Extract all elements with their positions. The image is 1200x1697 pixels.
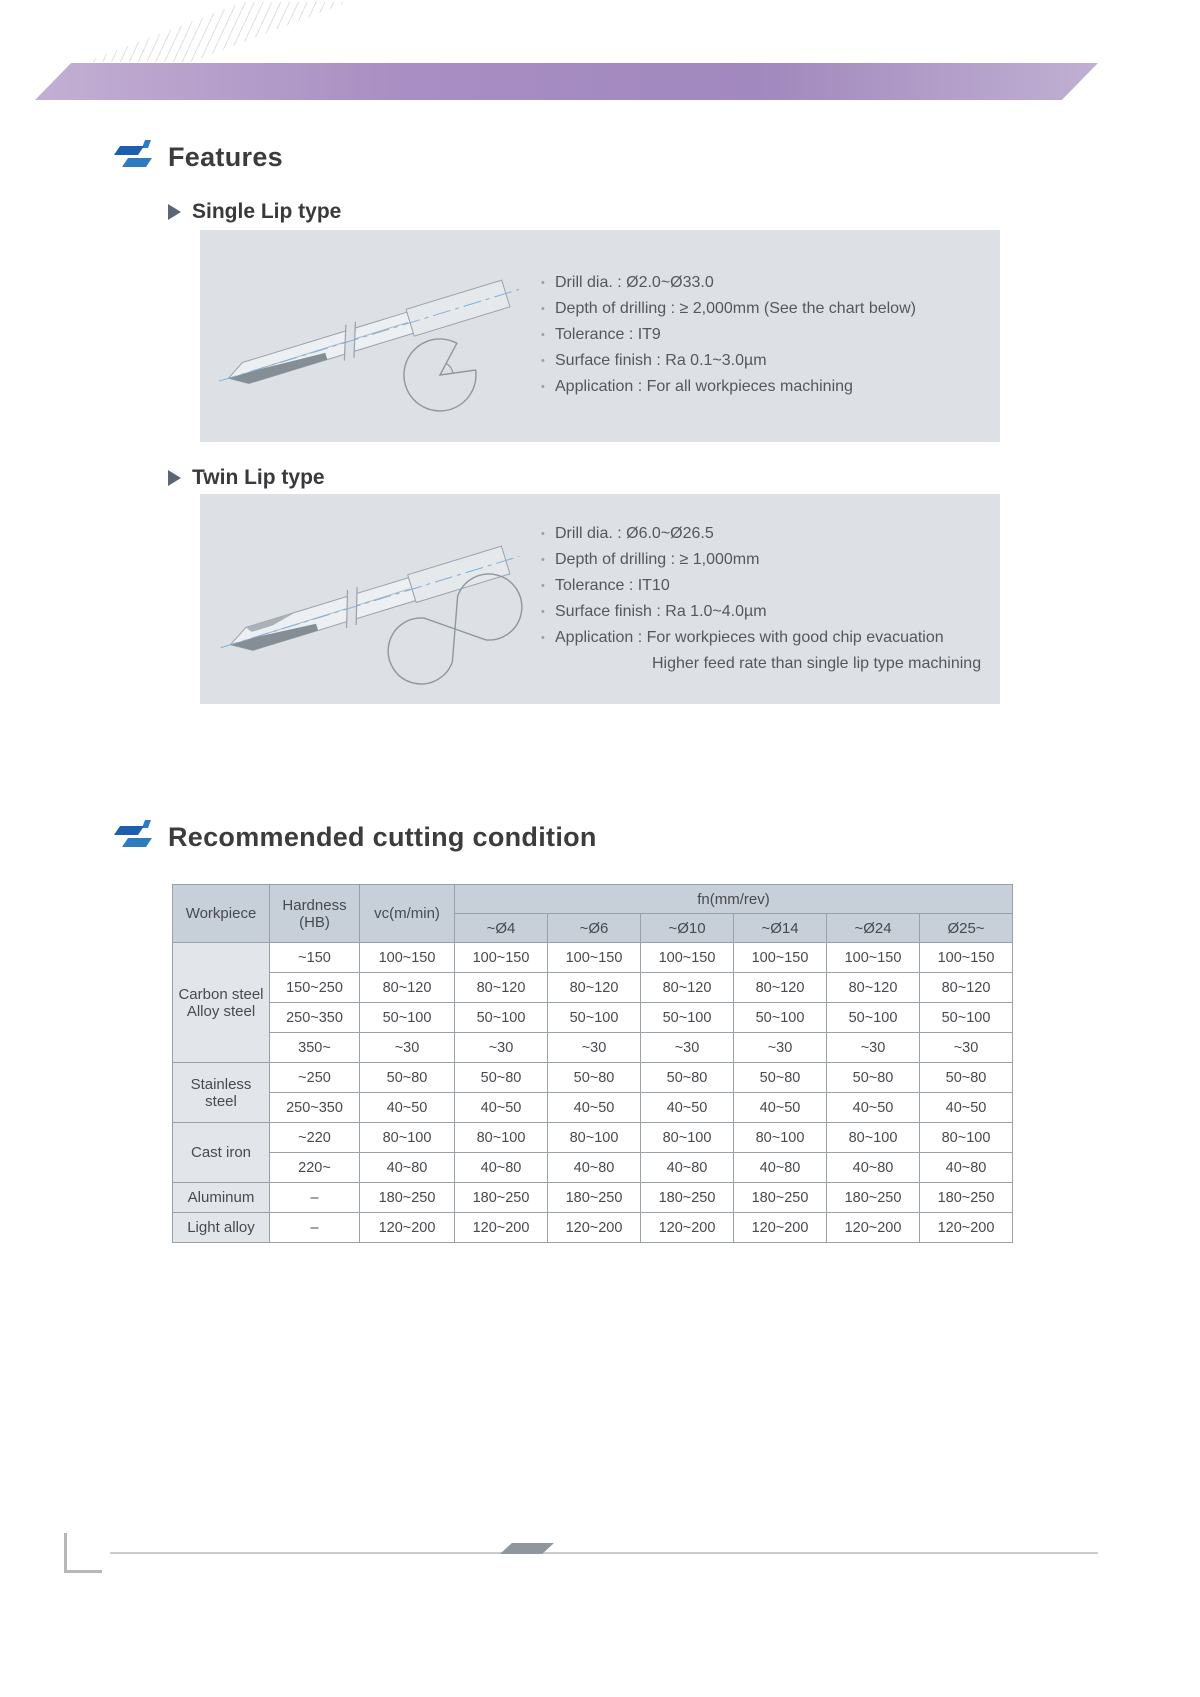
fn-cell: 80~100 <box>548 1123 641 1153</box>
hardness-cell: – <box>270 1183 360 1213</box>
table-row <box>173 1063 1013 1093</box>
fn-cell: 40~50 <box>827 1093 920 1123</box>
fn-cell: 80~120 <box>734 973 827 1003</box>
header-hardness <box>270 885 360 943</box>
fn-cell: 80~120 <box>920 973 1013 1003</box>
fn-cell: 50~100 <box>920 1003 1013 1033</box>
fn-cell: 100~150 <box>920 943 1013 973</box>
fn-cell: 40~50 <box>641 1093 734 1123</box>
table-row <box>173 1123 1013 1153</box>
table-row <box>173 1003 1013 1033</box>
header-fn-col: ~Ø4 <box>455 914 548 943</box>
fn-cell: 50~100 <box>734 1003 827 1033</box>
hardness-cell: 250~350 <box>270 1093 360 1123</box>
fn-cell: 180~250 <box>455 1183 548 1213</box>
vc-cell: 100~150 <box>360 943 455 973</box>
table-row <box>173 943 1013 973</box>
fn-cell: 40~80 <box>455 1153 548 1183</box>
fn-cell: 100~150 <box>734 943 827 973</box>
bullet-item: • Depth of drilling : ≥ 1,000mm <box>540 547 990 573</box>
twin-lip-section-label <box>168 466 325 490</box>
table-row <box>173 1213 1013 1243</box>
fn-cell: 50~80 <box>455 1063 548 1093</box>
fn-cell: 180~250 <box>734 1183 827 1213</box>
hardness-cell: 150~250 <box>270 973 360 1003</box>
workpiece-cell: Cast iron <box>173 1123 270 1183</box>
header-vc: vc(m/min) <box>360 885 455 943</box>
workpiece-cell: Light alloy <box>173 1213 270 1243</box>
fn-cell: 100~150 <box>827 943 920 973</box>
single-lip-drill-illustration <box>200 230 540 442</box>
fn-cell: ~30 <box>641 1033 734 1063</box>
vc-cell: 180~250 <box>360 1183 455 1213</box>
fn-cell: ~30 <box>827 1033 920 1063</box>
fn-cell: 80~120 <box>827 973 920 1003</box>
purple-banner <box>35 63 1098 100</box>
brand-logo-icon <box>112 820 154 854</box>
single-lip-cross-section <box>404 339 476 411</box>
single-lip-label: Single Lip type <box>192 200 342 223</box>
workpiece-cell: Aluminum <box>173 1183 270 1213</box>
table-row <box>173 1183 1013 1213</box>
vc-cell: 120~200 <box>360 1213 455 1243</box>
fn-cell: 120~200 <box>455 1213 548 1243</box>
fn-cell: 180~250 <box>827 1183 920 1213</box>
fn-cell: ~30 <box>920 1033 1013 1063</box>
fn-cell: 40~80 <box>548 1153 641 1183</box>
hardness-cell: 350~ <box>270 1033 360 1063</box>
fn-cell: 50~80 <box>641 1063 734 1093</box>
cutting-title: Recommended cutting condition <box>168 821 597 852</box>
header-fn-col: ~Ø24 <box>827 914 920 943</box>
header-fn-col: ~Ø10 <box>641 914 734 943</box>
footer-rule <box>110 1552 1098 1554</box>
vc-cell: 80~100 <box>360 1123 455 1153</box>
fn-cell: 80~100 <box>827 1123 920 1153</box>
fn-cell: 40~80 <box>641 1153 734 1183</box>
workpiece-name: Alloy steel <box>186 1002 256 1020</box>
header-fn-col: Ø25~ <box>920 914 1013 943</box>
fn-cell: 100~150 <box>641 943 734 973</box>
header-workpiece: Workpiece <box>173 885 270 943</box>
table-row <box>173 973 1013 1003</box>
bullet-item: • Drill dia. : Ø2.0~Ø33.0 <box>540 270 990 296</box>
fn-cell: 50~100 <box>827 1003 920 1033</box>
cutting-condition-table <box>172 884 1013 1243</box>
hardness-cell: ~150 <box>270 943 360 973</box>
fn-cell: 50~80 <box>920 1063 1013 1093</box>
fn-cell: 50~100 <box>641 1003 734 1033</box>
fn-cell: 50~100 <box>455 1003 548 1033</box>
bullet-item: • Surface finish : Ra 1.0~4.0µm <box>540 599 990 625</box>
table-row <box>173 1033 1013 1063</box>
fn-cell: 40~50 <box>455 1093 548 1123</box>
corner-mark <box>64 1570 102 1573</box>
cutting-section-heading <box>112 820 597 854</box>
vc-cell: 50~100 <box>360 1003 455 1033</box>
bullet-item: • Depth of drilling : ≥ 2,000mm (See the chart below) <box>540 296 990 322</box>
bullet-item: • Tolerance : IT10 <box>540 573 990 599</box>
table-row <box>173 1153 1013 1183</box>
fn-cell: 50~80 <box>827 1063 920 1093</box>
fn-cell: 40~80 <box>920 1153 1013 1183</box>
fn-cell: ~30 <box>455 1033 548 1063</box>
twin-lip-bullet-list <box>540 521 990 651</box>
vc-cell: 40~50 <box>360 1093 455 1123</box>
brand-logo-icon <box>112 140 154 174</box>
bullet-item: • Surface finish : Ra 0.1~3.0µm <box>540 348 990 374</box>
workpiece-cell: Stainless steel <box>173 1063 270 1123</box>
header-fn: fn(mm/rev) <box>455 885 1013 914</box>
fn-cell: ~30 <box>548 1033 641 1063</box>
fn-cell: 120~200 <box>734 1213 827 1243</box>
diagonal-hatch-decoration <box>86 2 348 62</box>
twin-lip-drill-illustration <box>200 494 540 704</box>
twin-lip-label: Twin Lip type <box>192 466 325 489</box>
fn-cell: 40~50 <box>920 1093 1013 1123</box>
header-fn-col: ~Ø14 <box>734 914 827 943</box>
header-fn-col: ~Ø6 <box>548 914 641 943</box>
triangle-bullet-icon <box>168 204 181 220</box>
fn-cell: 180~250 <box>641 1183 734 1213</box>
vc-cell: 80~120 <box>360 973 455 1003</box>
fn-cell: 80~100 <box>920 1123 1013 1153</box>
hardness-cell: – <box>270 1213 360 1243</box>
bullet-item: • Tolerance : IT9 <box>540 322 990 348</box>
fn-cell: 80~100 <box>734 1123 827 1153</box>
fn-cell: 50~80 <box>734 1063 827 1093</box>
fn-cell: ~30 <box>734 1033 827 1063</box>
fn-cell: 80~120 <box>641 973 734 1003</box>
single-lip-drill-drawing <box>200 230 540 442</box>
header-hardness-line2: (HB) <box>299 913 330 931</box>
vc-cell: 40~80 <box>360 1153 455 1183</box>
fn-cell: 80~120 <box>548 973 641 1003</box>
vc-cell: 50~80 <box>360 1063 455 1093</box>
features-section-heading <box>112 140 283 174</box>
single-lip-panel <box>200 230 1000 442</box>
fn-cell: 180~250 <box>548 1183 641 1213</box>
fn-cell: 80~120 <box>455 973 548 1003</box>
fn-cell: 80~100 <box>641 1123 734 1153</box>
fn-cell: 180~250 <box>920 1183 1013 1213</box>
fn-cell: 100~150 <box>548 943 641 973</box>
fn-cell: 50~100 <box>548 1003 641 1033</box>
corner-mark <box>64 1533 67 1573</box>
workpiece-cell <box>173 943 270 1063</box>
twin-lip-drill-drawing <box>200 494 540 704</box>
fn-cell: 120~200 <box>548 1213 641 1243</box>
fn-cell: 120~200 <box>827 1213 920 1243</box>
fn-cell: 120~200 <box>641 1213 734 1243</box>
fn-cell: 40~50 <box>548 1093 641 1123</box>
fn-cell: 100~150 <box>455 943 548 973</box>
application-note-line2: Higher feed rate than single lip type machining <box>652 655 982 672</box>
triangle-bullet-icon <box>168 470 181 486</box>
header-hardness-line1: Hardness <box>282 896 347 914</box>
bullet-item: • Application : For all workpieces machining <box>540 374 990 400</box>
bullet-item: • Drill dia. : Ø6.0~Ø26.5 <box>540 521 990 547</box>
vc-cell: ~30 <box>360 1033 455 1063</box>
single-lip-bullet-list <box>540 270 990 400</box>
hardness-cell: ~250 <box>270 1063 360 1093</box>
workpiece-name: Carbon steel <box>178 985 264 1003</box>
fn-cell: 40~80 <box>827 1153 920 1183</box>
fn-cell: 50~80 <box>548 1063 641 1093</box>
table-row <box>173 1093 1013 1123</box>
features-title: Features <box>168 141 283 172</box>
hardness-cell: ~220 <box>270 1123 360 1153</box>
fn-cell: 40~80 <box>734 1153 827 1183</box>
bullet-item: • Application : For workpieces with good chip evacuation <box>540 625 990 651</box>
single-lip-section-label <box>168 200 341 224</box>
fn-cell: 120~200 <box>920 1213 1013 1243</box>
fn-cell: 80~100 <box>455 1123 548 1153</box>
twin-lip-panel <box>200 494 1000 704</box>
fn-cell: 40~50 <box>734 1093 827 1123</box>
hardness-cell: 220~ <box>270 1153 360 1183</box>
hardness-cell: 250~350 <box>270 1003 360 1033</box>
